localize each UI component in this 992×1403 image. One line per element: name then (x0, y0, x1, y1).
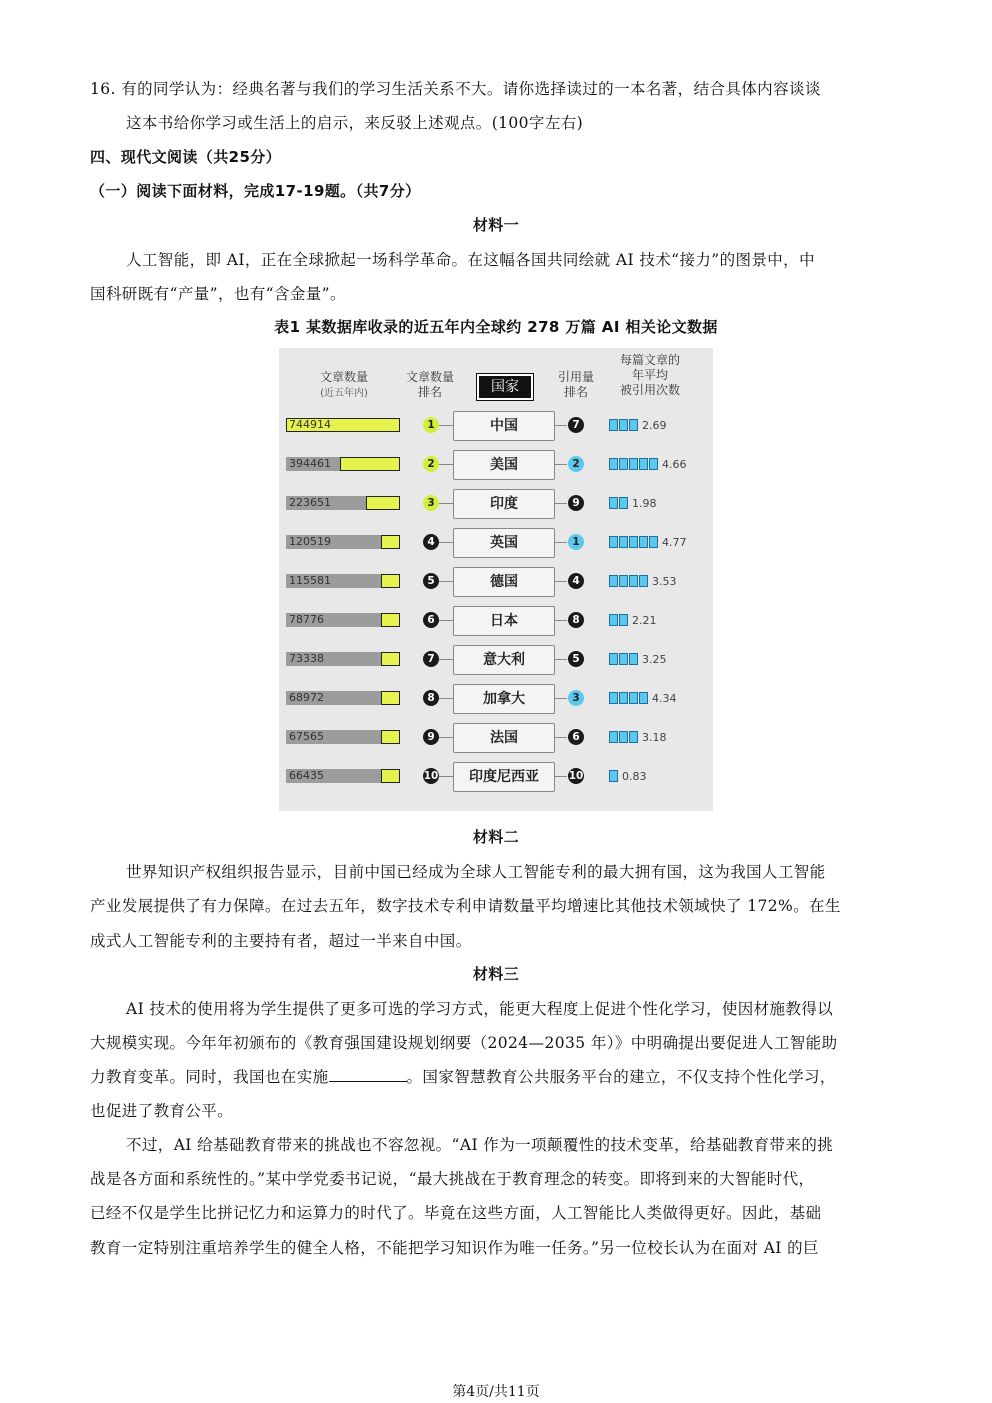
avg-citation-bar (609, 418, 667, 432)
citation-block (629, 536, 638, 548)
count-bar-track (286, 418, 400, 432)
count-bar (381, 613, 400, 627)
country-name: 法国 (453, 723, 555, 753)
material-1-title: 材料一 (472, 216, 520, 234)
citation-block (609, 458, 618, 470)
avg-citation-bar (609, 769, 647, 783)
country-name: 加拿大 (453, 684, 555, 714)
country-name: 英国 (453, 528, 555, 558)
header-rank (397, 370, 463, 400)
header-count-sub: (近五年内) (320, 388, 368, 399)
material-3-title: 材料三 (472, 965, 520, 983)
table-row (279, 485, 713, 524)
count-rank-badge: 9 (423, 729, 439, 745)
connector-line (555, 698, 567, 699)
connector-line (439, 503, 453, 504)
count-rank-badge: 1 (423, 417, 439, 433)
country-name: 日本 (453, 606, 555, 636)
connector-line (439, 698, 453, 699)
cite-rank-badge: 7 (568, 417, 584, 433)
table-caption: 表1 某数据库收录的近五年内全球约 278 万篇 AI 相关论文数据 (274, 318, 718, 336)
table-row (279, 641, 713, 680)
country-name: 印度尼西亚 (453, 762, 555, 792)
citation-block (629, 692, 638, 704)
count-rank-badge: 3 (423, 495, 439, 511)
citation-block (609, 419, 618, 431)
citation-block (609, 653, 618, 665)
country-name: 中国 (453, 411, 555, 441)
avg-citation-value: 3.25 (642, 652, 667, 666)
connector-line (555, 542, 567, 543)
fill-in-blank (329, 1065, 407, 1082)
connector-line (555, 620, 567, 621)
citation-block (609, 770, 618, 782)
count-rank-badge: 10 (423, 770, 439, 782)
material-3-line7: 已经不仅是学生比拼记忆力和运算力的时代了。毕竟在这些方面，人工智能比人类做得更好。因此，基础 (90, 1204, 822, 1222)
count-bar-track (286, 691, 400, 705)
connector-line (555, 659, 567, 660)
citation-block (629, 419, 638, 431)
count-bar-track (286, 574, 400, 588)
count-rank-badge: 5 (423, 573, 439, 589)
avg-citation-value: 0.83 (622, 769, 647, 783)
count-bar (381, 574, 400, 588)
material-3-line2: 大规模实现。今年年初颁布的《教育强国建设规划纲要（2024—2035 年）》中明确提出要促进人工智能助 (90, 1034, 838, 1052)
count-bar (366, 496, 400, 510)
cite-rank-badge: 10 (568, 770, 584, 782)
connector-line (439, 464, 453, 465)
count-bar (381, 730, 400, 744)
header-rank-label1: 文章数量 (405, 370, 454, 384)
count-bar (381, 652, 400, 666)
header-country: 国家 (477, 374, 533, 400)
count-bar (381, 691, 400, 705)
country-name: 美国 (453, 450, 555, 480)
citation-block (619, 458, 628, 470)
cite-rank-badge: 4 (568, 573, 584, 589)
citation-block (609, 536, 618, 548)
country-name: 德国 (453, 567, 555, 597)
citation-block (619, 419, 628, 431)
connector-line (439, 776, 453, 777)
avg-citation-value: 3.53 (652, 574, 677, 588)
citation-block (609, 497, 618, 509)
material-2-line2: 产业发展提供了有力保障。在过去五年，数字技术专利申请数量平均增速比其他技术领域快了 172%。在生 (90, 897, 841, 915)
avg-citation-bar (609, 574, 677, 588)
connector-line (555, 776, 567, 777)
citation-block (649, 458, 658, 470)
cite-rank-badge: 3 (568, 690, 584, 706)
table-row (279, 563, 713, 602)
table-row (279, 407, 713, 446)
material-2-line3: 成式人工智能专利的主要持有者，超过一半来自中国。 (90, 932, 472, 950)
header-count-label: 文章数量 (319, 370, 368, 384)
header-cite-label2: 排名 (563, 385, 588, 399)
citation-block (619, 575, 628, 587)
citation-block (629, 653, 638, 665)
count-value: 78776 (289, 613, 324, 626)
avg-citation-bar (609, 730, 667, 744)
count-value: 67565 (289, 730, 324, 743)
header-rank-label2: 排名 (417, 385, 442, 399)
connector-line (555, 503, 567, 504)
citation-block (609, 575, 618, 587)
connector-line (439, 659, 453, 660)
cite-rank-badge: 8 (568, 612, 584, 628)
material-3-line1: AI 技术的使用将为学生提供了更多可选的学习方式，能更大程度上促进个性化学习，使因材施教得以 (126, 1000, 834, 1018)
page-footer: 第4页/共11页 (452, 1384, 540, 1400)
header-cite-rank (549, 370, 603, 400)
count-bar-track (286, 730, 400, 744)
count-rank-badge: 2 (423, 456, 439, 472)
material-3-line5: 不过，AI 给基础教育带来的挑战也不容忽视。“AI 作为一项颠覆性的技术变革，给基础教育带来的挑 (126, 1136, 834, 1154)
count-value: 394461 (289, 457, 331, 470)
avg-citation-bar (609, 535, 687, 549)
citation-block (639, 692, 648, 704)
connector-line (555, 581, 567, 582)
connector-line (555, 737, 567, 738)
avg-citation-value: 1.98 (632, 496, 657, 510)
citation-block (609, 692, 618, 704)
citation-block (639, 575, 648, 587)
citation-block (629, 458, 638, 470)
citation-block (619, 614, 628, 626)
header-cite-label1: 引用量 (557, 370, 594, 384)
avg-citation-bar (609, 652, 667, 666)
material-3-line8: 教育一定特别注重培养学生的健全人格，不能把学习知识作为唯一任务。”另一位校长认为在面对 AI 的巨 (90, 1239, 819, 1257)
count-value: 223651 (289, 496, 331, 509)
count-rank-badge: 4 (423, 534, 439, 550)
count-value: 68972 (289, 691, 324, 704)
country-name: 意大利 (453, 645, 555, 675)
count-rank-badge: 8 (423, 690, 439, 706)
material-3-line3b: 。国家智慧教育公共服务平台的建立，不仅支持个性化学习， (406, 1068, 836, 1086)
cite-rank-badge: 2 (568, 456, 584, 472)
count-bar (381, 535, 400, 549)
count-value: 115581 (289, 574, 331, 587)
citation-block (609, 614, 618, 626)
subsection-heading: （一）阅读下面材料，完成17-19题。（共7分） (90, 182, 421, 200)
table-row (279, 719, 713, 758)
header-count (299, 370, 389, 401)
count-value: 66435 (289, 769, 324, 782)
count-rank-badge: 7 (423, 651, 439, 667)
count-bar-track (286, 652, 400, 666)
citation-block (629, 575, 638, 587)
citation-block (619, 692, 628, 704)
citation-block (619, 731, 628, 743)
connector-line (439, 542, 453, 543)
q16-line1: 16. 有的同学认为：经典名著与我们的学习生活关系不大。请你选择读过的一本名著，结合具体内容谈谈 (90, 80, 821, 98)
header-avg-label2: 年平均 (631, 368, 668, 382)
count-value: 744914 (289, 418, 331, 431)
avg-citation-value: 4.66 (662, 457, 687, 471)
count-bar-track (286, 496, 400, 510)
citation-block (609, 731, 618, 743)
ai-papers-infographic (279, 348, 713, 811)
citation-block (629, 731, 638, 743)
table-row (279, 446, 713, 485)
table-row (279, 602, 713, 641)
material-3-line4: 也促进了教育公平。 (90, 1102, 234, 1120)
count-bar-track (286, 535, 400, 549)
material-1-line2: 国科研既有“产量”，也有“含金量”。 (90, 285, 346, 303)
citation-block (619, 536, 628, 548)
citation-block (619, 653, 628, 665)
count-value: 73338 (289, 652, 324, 665)
citation-block (619, 497, 628, 509)
material-1-line1: 人工智能，即 AI，正在全球掀起一场科学革命。在这幅各国共同绘就 AI 技术“接力”的图景中，中 (126, 251, 815, 269)
count-bar-track (286, 769, 400, 783)
connector-line (439, 425, 453, 426)
connector-line (555, 464, 567, 465)
connector-line (439, 620, 453, 621)
material-3-line6: 战是各方面和系统性的。”某中学党委书记说，“最大挑战在于教育理念的转变。即将到来的大智能时代， (90, 1170, 815, 1188)
material-2-line1: 世界知识产权组织报告显示，目前中国已经成为全球人工智能专利的最大拥有国，这为我国人工智能 (126, 863, 826, 881)
material-3-line3 (90, 1065, 836, 1087)
table-row (279, 758, 713, 797)
q16-line2: 这本书给你学习或生活上的启示，来反驳上述观点。(100字左右) (126, 114, 584, 132)
count-value: 120519 (289, 535, 331, 548)
count-rank-badge: 6 (423, 612, 439, 628)
cite-rank-badge: 5 (568, 651, 584, 667)
avg-citation-bar (609, 691, 677, 705)
avg-citation-value: 2.69 (642, 418, 667, 432)
material-3-line3a: 力教育变革。同时，我国也在实施 (90, 1068, 329, 1086)
header-avg (609, 353, 691, 398)
citation-block (639, 458, 648, 470)
table-row (279, 680, 713, 719)
citation-block (649, 536, 658, 548)
avg-citation-bar (609, 496, 657, 510)
header-avg-label1: 每篇文章的 (619, 353, 680, 367)
cite-rank-badge: 1 (568, 534, 584, 550)
table-row (279, 524, 713, 563)
avg-citation-value: 2.21 (632, 613, 657, 627)
country-name: 印度 (453, 489, 555, 519)
avg-citation-bar (609, 613, 657, 627)
connector-line (439, 581, 453, 582)
avg-citation-value: 4.34 (652, 691, 677, 705)
avg-citation-value: 3.18 (642, 730, 667, 744)
connector-line (439, 737, 453, 738)
material-2-title: 材料二 (472, 828, 520, 846)
count-bar-track (286, 457, 400, 471)
count-bar (381, 769, 400, 783)
section-heading: 四、现代文阅读（共25分） (90, 148, 282, 166)
cite-rank-badge: 9 (568, 495, 584, 511)
citation-block (639, 536, 648, 548)
count-bar (340, 457, 400, 471)
cite-rank-badge: 6 (568, 729, 584, 745)
avg-citation-value: 4.77 (662, 535, 687, 549)
connector-line (555, 425, 567, 426)
header-avg-label3: 被引用次数 (619, 383, 680, 397)
count-bar-track (286, 613, 400, 627)
avg-citation-bar (609, 457, 687, 471)
